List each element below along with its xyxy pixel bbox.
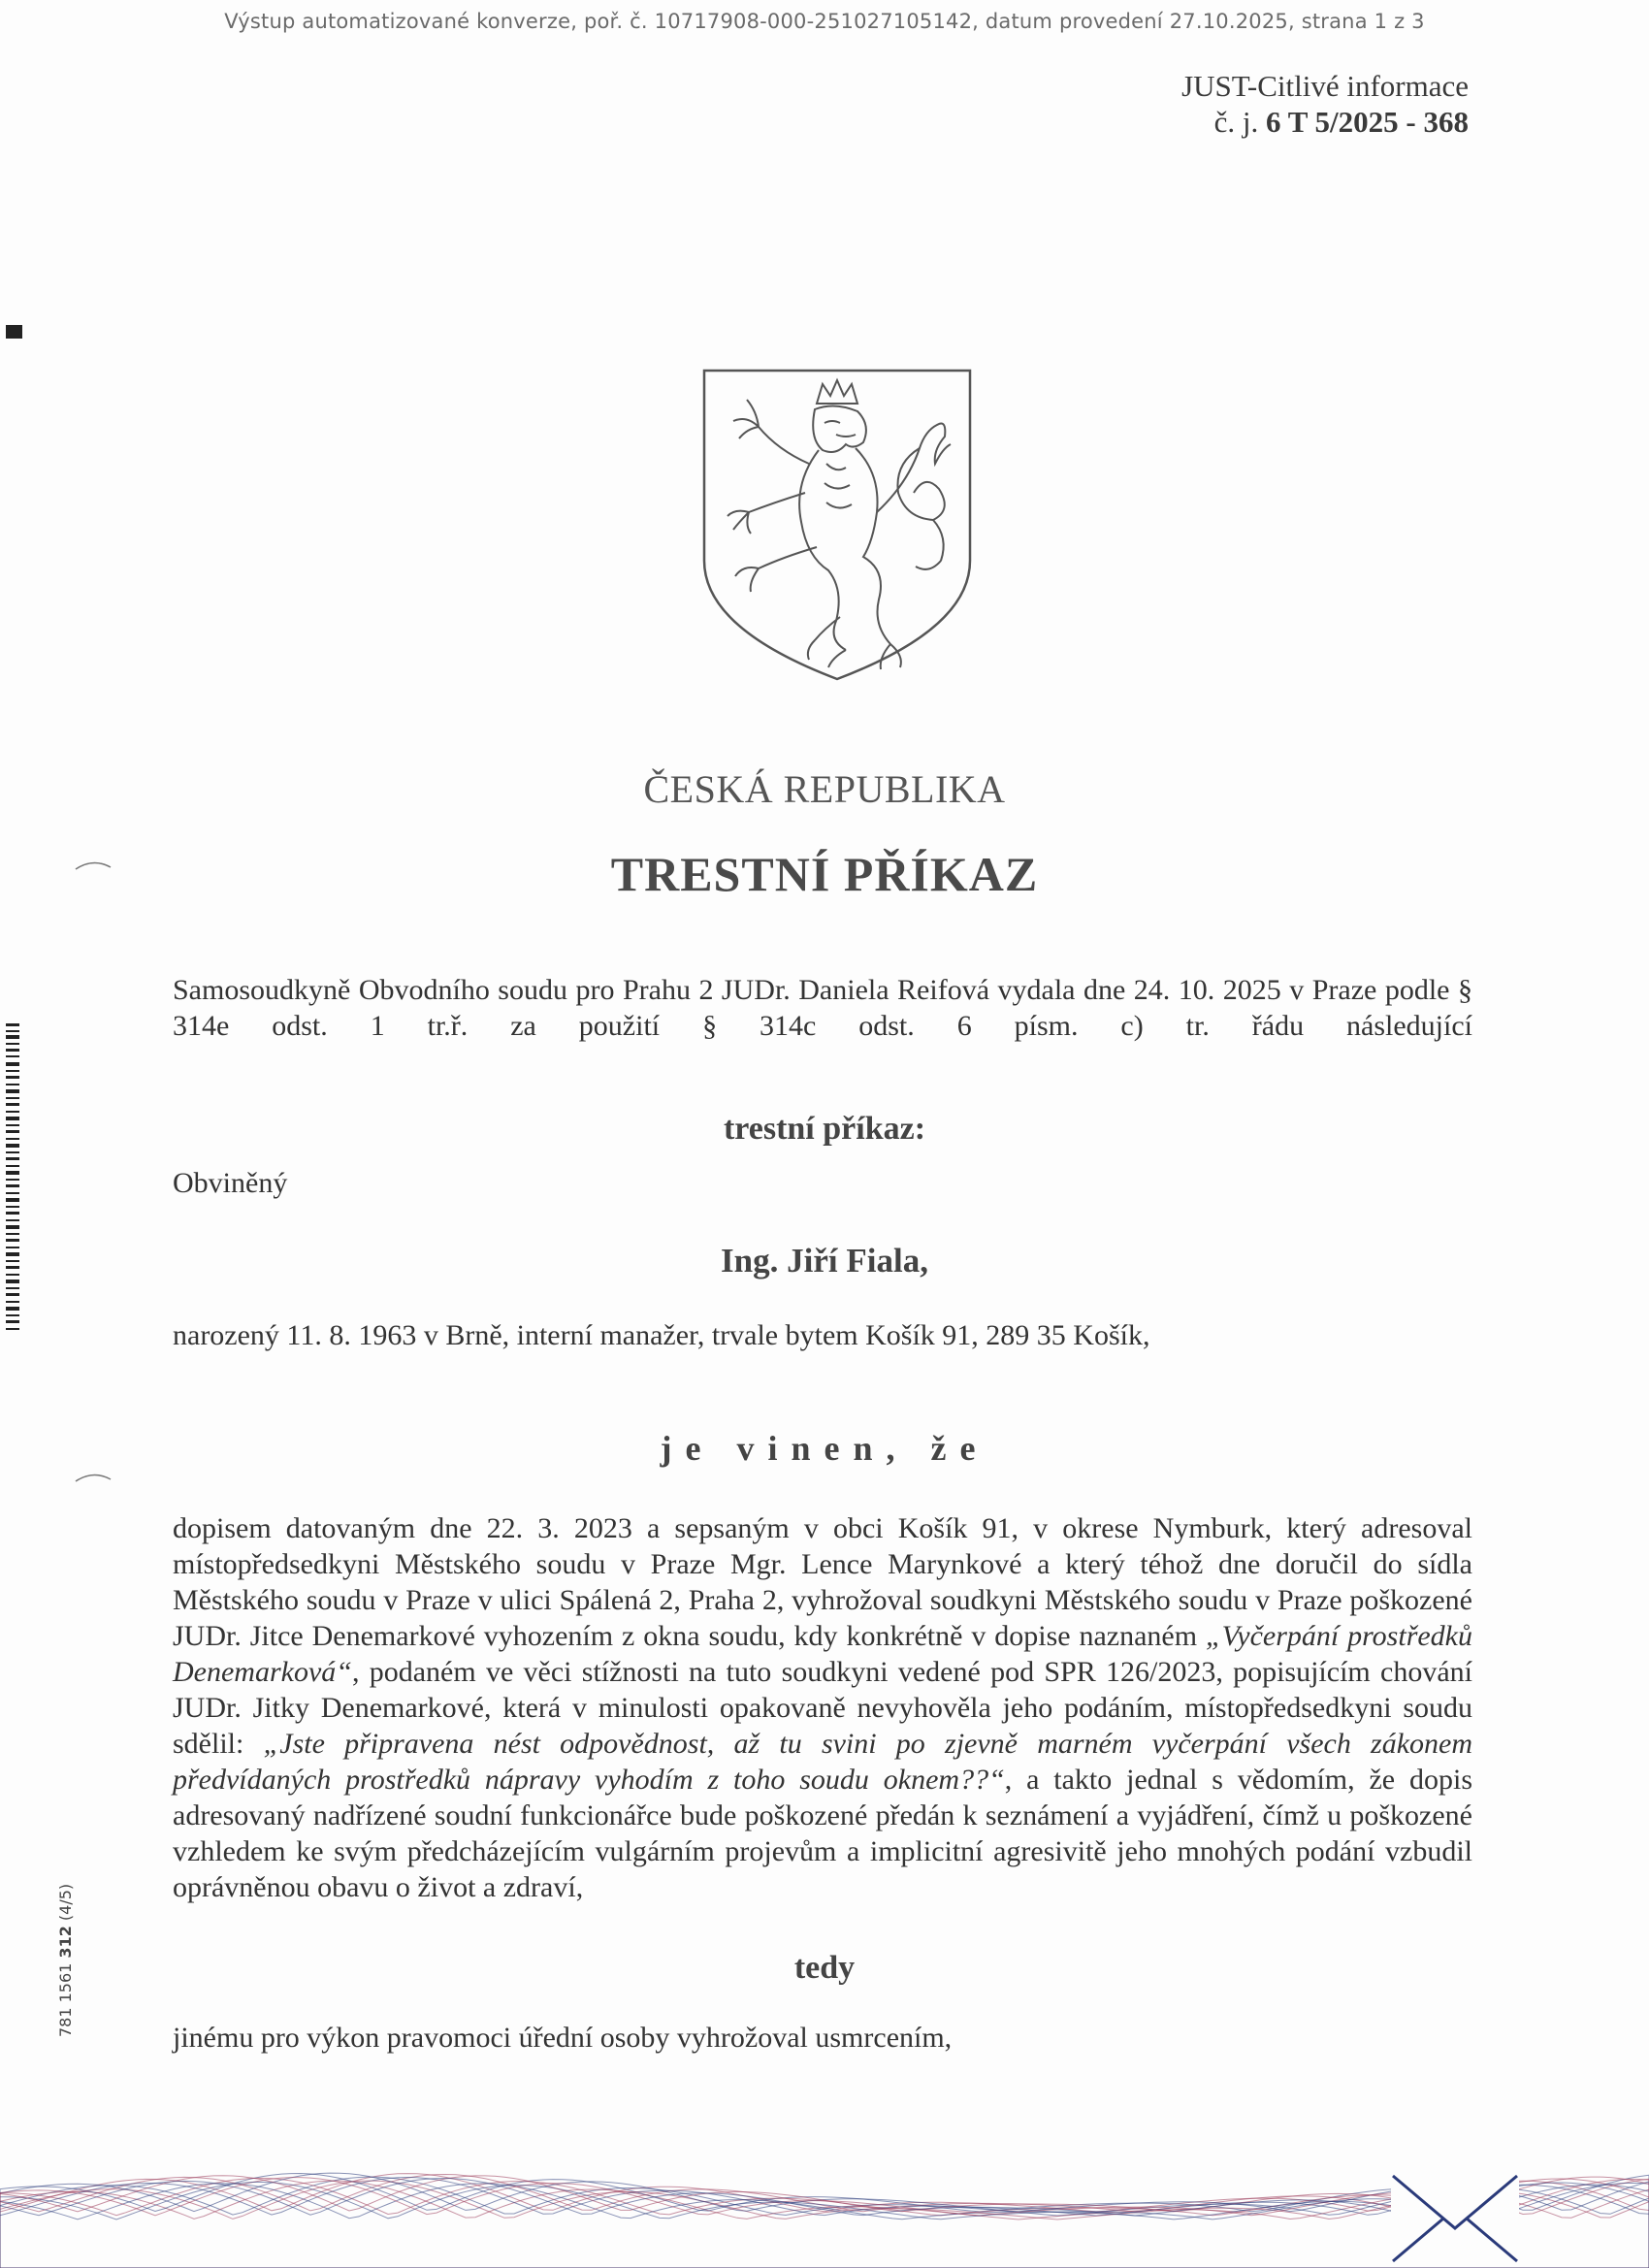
- scan-mark: [6, 325, 22, 339]
- side-barcode: [6, 1023, 19, 1334]
- classification-label: JUST-Citlivé informace: [1181, 69, 1469, 103]
- accused-details: narozený 11. 8. 1963 v Brně, interní manažer, trvale bytem Košík 91, 289 35 Košík,: [173, 1319, 1150, 1351]
- case-number-line: [1181, 104, 1469, 140]
- order-heading: trestní příkaz:: [723, 1111, 926, 1147]
- classification-block: [1181, 68, 1469, 140]
- thus-heading: tedy: [793, 1950, 856, 1986]
- accused-label: Obviněný: [173, 1167, 288, 1199]
- case-prefix: č. j.: [1213, 105, 1259, 139]
- accused-name: Ing. Jiří Fiala,: [721, 1242, 928, 1280]
- offense-paragraph: [173, 1510, 1472, 1905]
- offense-text: , a takto jednal s vědomím, že dopis adresovaný nadřízené soudní funkcionářce bude poškozené předán k seznámení a vyjádření, čímž u poškozené vzhledem ke svým předcházejícím vulgárním projevům a implicitní agresivitě jeho mnohých podání vzbudil oprávněnou obavu o život a zdraví,: [173, 1764, 1472, 1903]
- form-code: [56, 1884, 75, 2037]
- conversion-header: Výstup automatizované konverze, poř. č. 10717908-000-251027105142, datum provedení 27.10.2025, strana 1 z 3: [224, 10, 1425, 33]
- document-title: TRESTNÍ PŘÍKAZ: [610, 847, 1039, 901]
- case-number: 6 T 5/2025 - 368: [1266, 105, 1469, 139]
- intro-paragraph: Samosoudkyně Obvodního soudu pro Prahu 2 JUDr. Daniela Reifová vydala dne 24. 10. 2025 v Praze podle § 314e odst. 1 tr.ř. za použití § 314c odst. 6 písm. c) tr. řádu následující: [173, 974, 1472, 1042]
- offense-quote: „Jste připravena nést odpovědnost, až tu svini po zjevně marném vyčerpání všech zákonem předvídaných prostředků nápravy vyhodím z toho soudu oknem??“: [173, 1728, 1473, 1796]
- form-code-number: 781 1561: [56, 1962, 75, 2037]
- envelope-icon: [1387, 2168, 1523, 2265]
- offense-quote: „Vyčerpání prostředků Denemarková“: [173, 1620, 1472, 1688]
- form-code-bold: 312: [56, 1926, 75, 1959]
- country-heading: ČESKÁ REPUBLIKA: [643, 767, 1006, 811]
- czech-coat-of-arms-icon: [700, 367, 974, 683]
- form-code-suffix: (4/5): [56, 1883, 75, 1922]
- punch-hole-mark: [74, 1470, 113, 1483]
- guilty-heading: je vinen, že: [660, 1429, 989, 1468]
- offense-text: , podaném ve věci stížnosti na tuto soudkyni vedené pod SPR 126/2023, popisujícím chování JUDr. Jitky Denemarkové, která v minulosti opakovaně nevyhověla jeho podáním, místopředsedkyni soudu sdělil:: [173, 1656, 1472, 1760]
- verdict-line: jinému pro výkon pravomoci úřední osoby vyhrožoval usmrcením,: [173, 2022, 953, 2054]
- offense-text: dopisem datovaným dne 22. 3. 2023 a sepsaným v obci Košík 91, v okrese Nymburk, který adresoval místopředsedkyni Městského soudu v Praze Mgr. Lence Marynkové a který téhož dne doručil do sídla Městského soudu v Praze v ulici Spálená 2, Praha 2, vyhrožoval soudkyni Městského soudu v Praze poškozené JUDr. Jitce Denemarkové vyhozením z okna soudu, kdy konkrétně v dopise naznaném: [173, 1512, 1472, 1652]
